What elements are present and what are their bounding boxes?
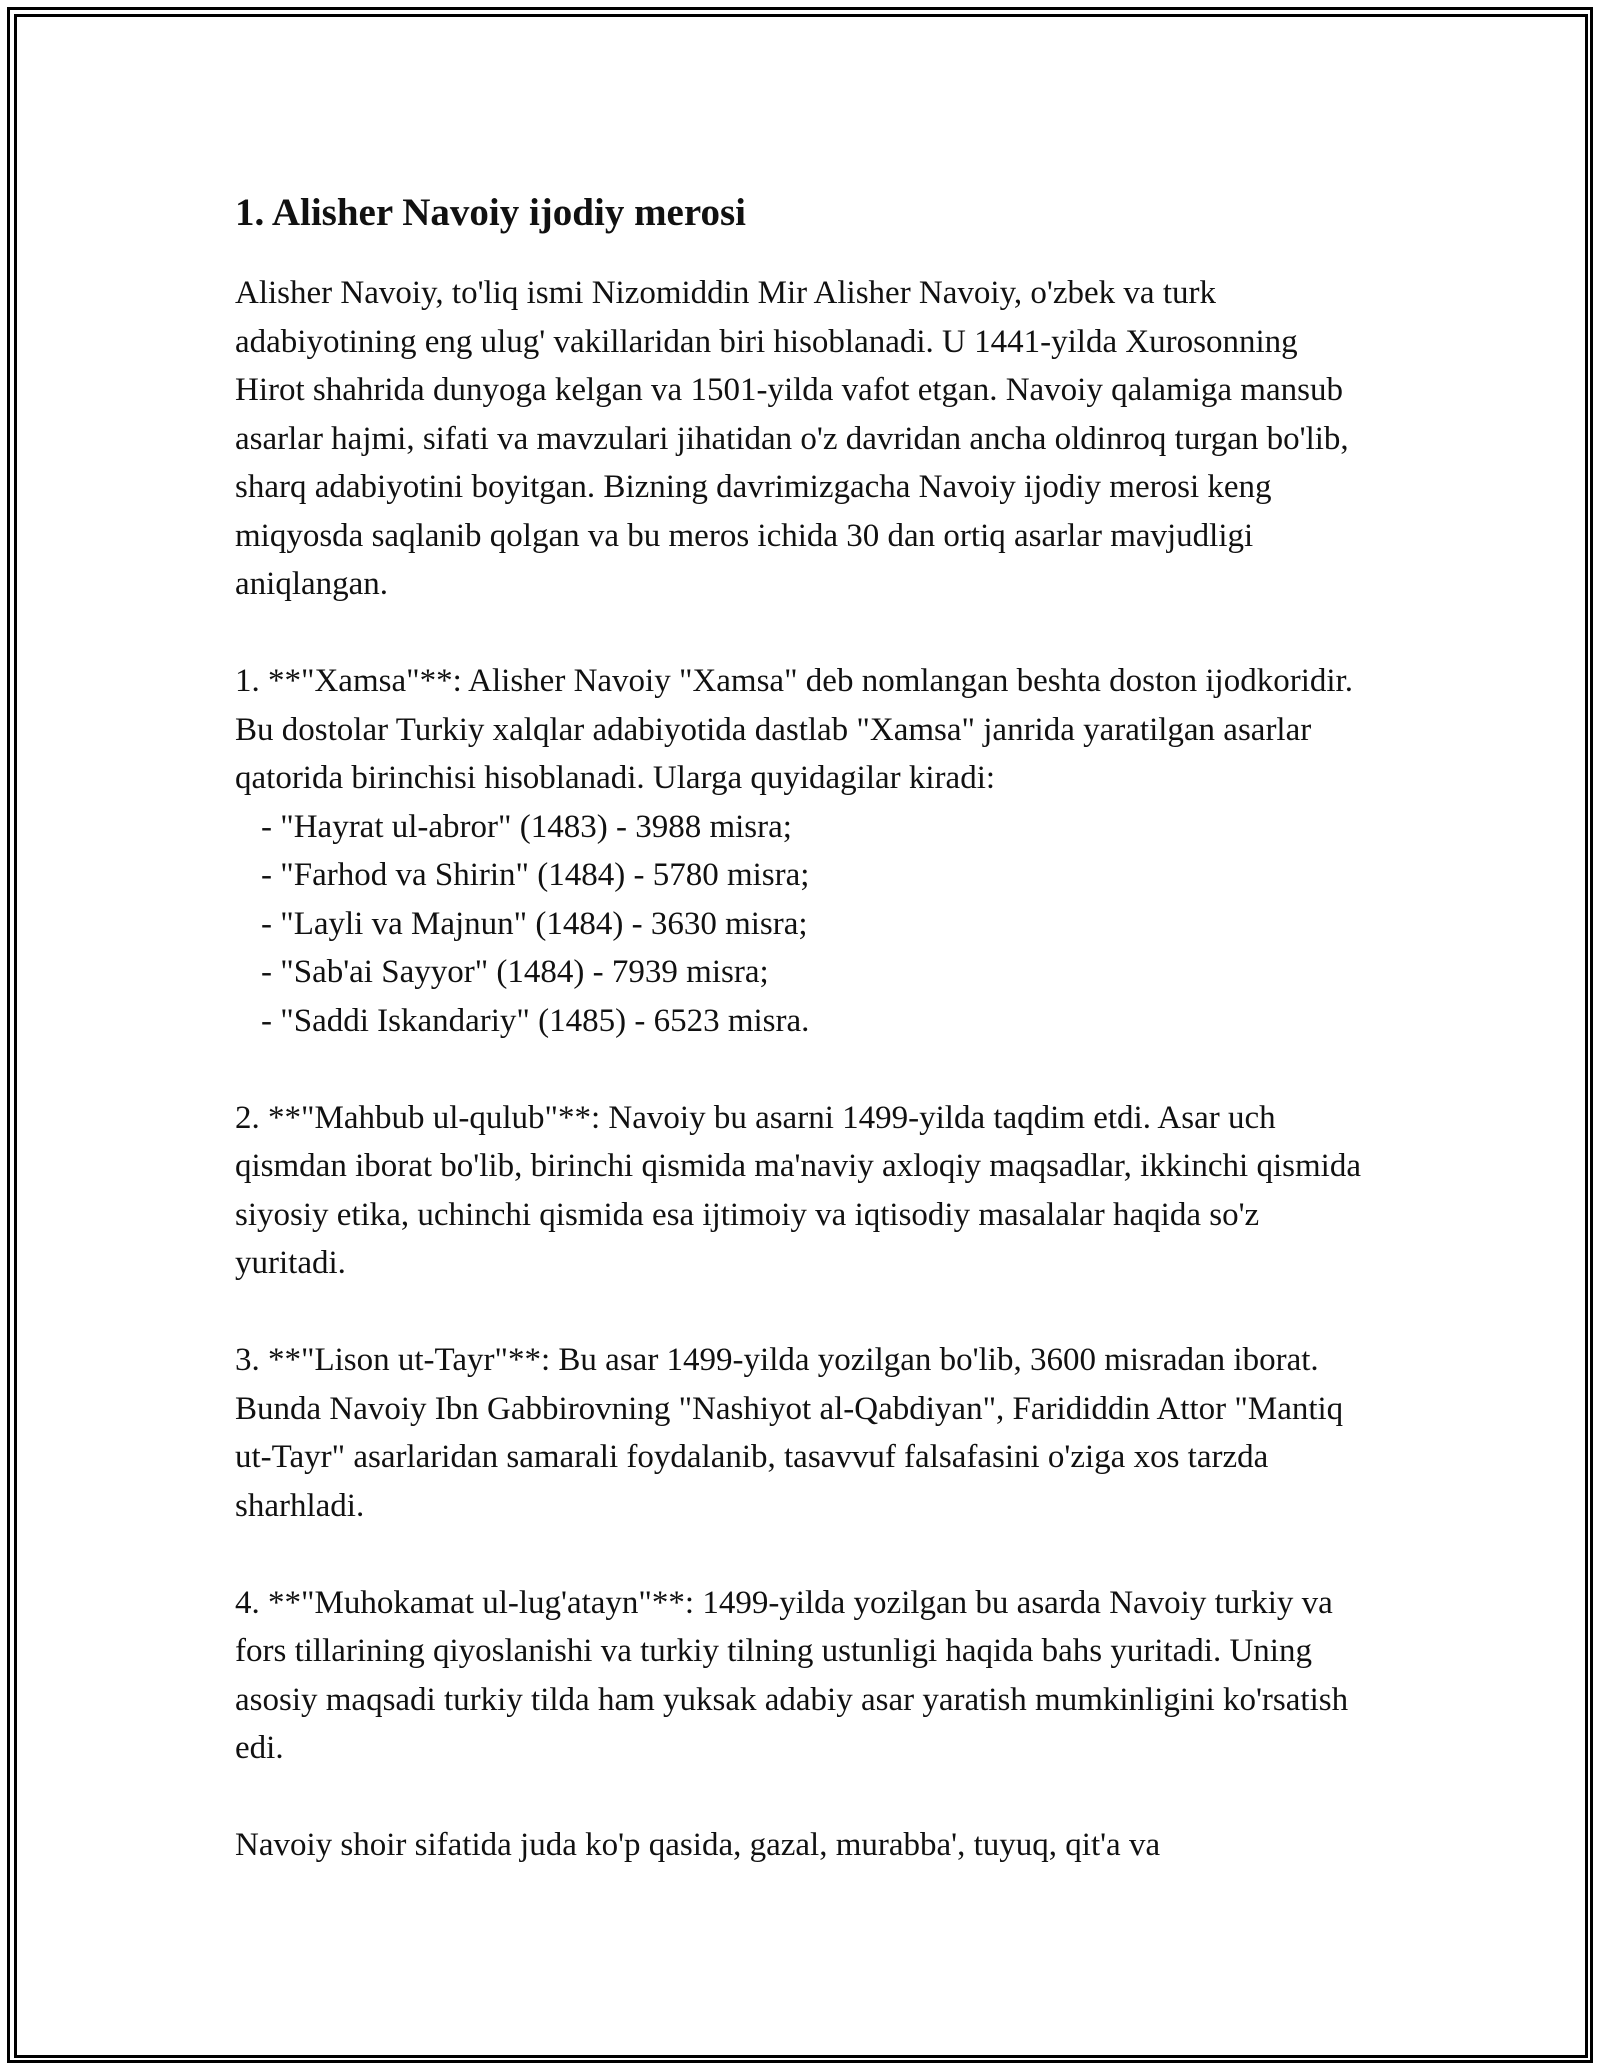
xamsa-works-list (235, 803, 1375, 1046)
paragraph-spacer (235, 1530, 1375, 1579)
paragraph-spacer (235, 1288, 1375, 1337)
xamsa-work-item: - "Sab'ai Sayyor" (1484) - 7939 misra; (261, 954, 769, 990)
xamsa-work-item: - "Farhod va Shirin" (1484) - 5780 misra; (261, 857, 810, 893)
xamsa-work-item: - "Layli va Majnun" (1484) - 3630 misra; (261, 905, 808, 942)
list-item-muhokamat: 4. **"Muhokamat ul-lug'atayn"**: 1499-yilda yozilgan bu asarda Navoiy turkiy va fors tillarining qiyoslanishi va turkiy tilning ustunligi haqida bahs yuritadi. Uning asosiy maqsadi turkiy tilda ham yuksak adabiy asar yaratish mumkinligini ko'rsatish edi. (235, 1584, 1349, 1766)
closing-paragraph: Navoiy shoir sifatida juda ko'p qasida, gazal, murabba', tuyuq, qit'a va (235, 1827, 1161, 1863)
paragraph-spacer (235, 609, 1375, 658)
section-heading: 1. Alisher Navoiy ijodiy merosi (235, 191, 746, 234)
xamsa-work-item: - "Saddi Iskandariy" (1485) - 6523 misra. (261, 1002, 810, 1039)
list-item-lison-ut-tayr: 3. **"Lison ut-Tayr"**: Bu asar 1499-yilda yozilgan bo'lib, 3600 misradan iborat. Bunda Navoiy Ibn Gabbirovning "Nashiyot al-Qabdiyan", Farididdin Attor "Mantiq ut-Tayr" asarlaridan samarali foydalanib, tasavvuf falsafasini o'ziga xos tarzda sharhladi. (235, 1342, 1344, 1524)
xamsa-work-item: - "Hayrat ul-abror" (1483) - 3988 misra; (261, 808, 792, 845)
list-item-mahbub-ul-qulub: 2. **"Mahbub ul-qulub"**: Navoiy bu asarni 1499-yilda taqdim etdi. Asar uch qismdan iborat bo'lib, birinchi qismida ma'naviy axloqiy maqsadlar, ikkinchi qismida siyosiy etika, uchinchi qismida esa ijtimoiy va iqtisodiy masalalar haqida so'z yuritadi. (235, 1099, 1361, 1281)
paragraph-spacer (235, 1773, 1375, 1822)
document-body (235, 185, 1375, 1870)
intro-paragraph: Alisher Navoiy, to'liq ismi Nizomiddin Mir Alisher Navoiy, o'zbek va turk adabiyotining eng ulug' vakillaridan biri hisoblanadi. U 1441-yilda Xurosonning Hirot shahrida dunyoga kelgan va 1501-yilda vafot etgan. Navoiy qalamiga mansub asarlar hajmi, sifati va mavzulari jihatidan o'z davridan ancha oldinroq turgan bo'lib, sharq adabiyotini boyitgan. Bizning davrimizgacha Navoiy ijodiy merosi keng miqyosda saqlanib qolgan va bu meros ichida 30 dan ortiq asarlar mavjudligi aniqlangan. (235, 275, 1349, 602)
paragraph-spacer (235, 1045, 1375, 1094)
list-item-xamsa: 1. **"Xamsa"**: Alisher Navoiy "Xamsa" deb nomlangan beshta doston ijodkoridir. Bu dostolar Turkiy xalqlar adabiyotida dastlab "Xamsa" janrida yaratilgan asarlar qatorida birinchisi hisoblanadi. Ularga quyidagilar kiradi: (235, 663, 1353, 796)
